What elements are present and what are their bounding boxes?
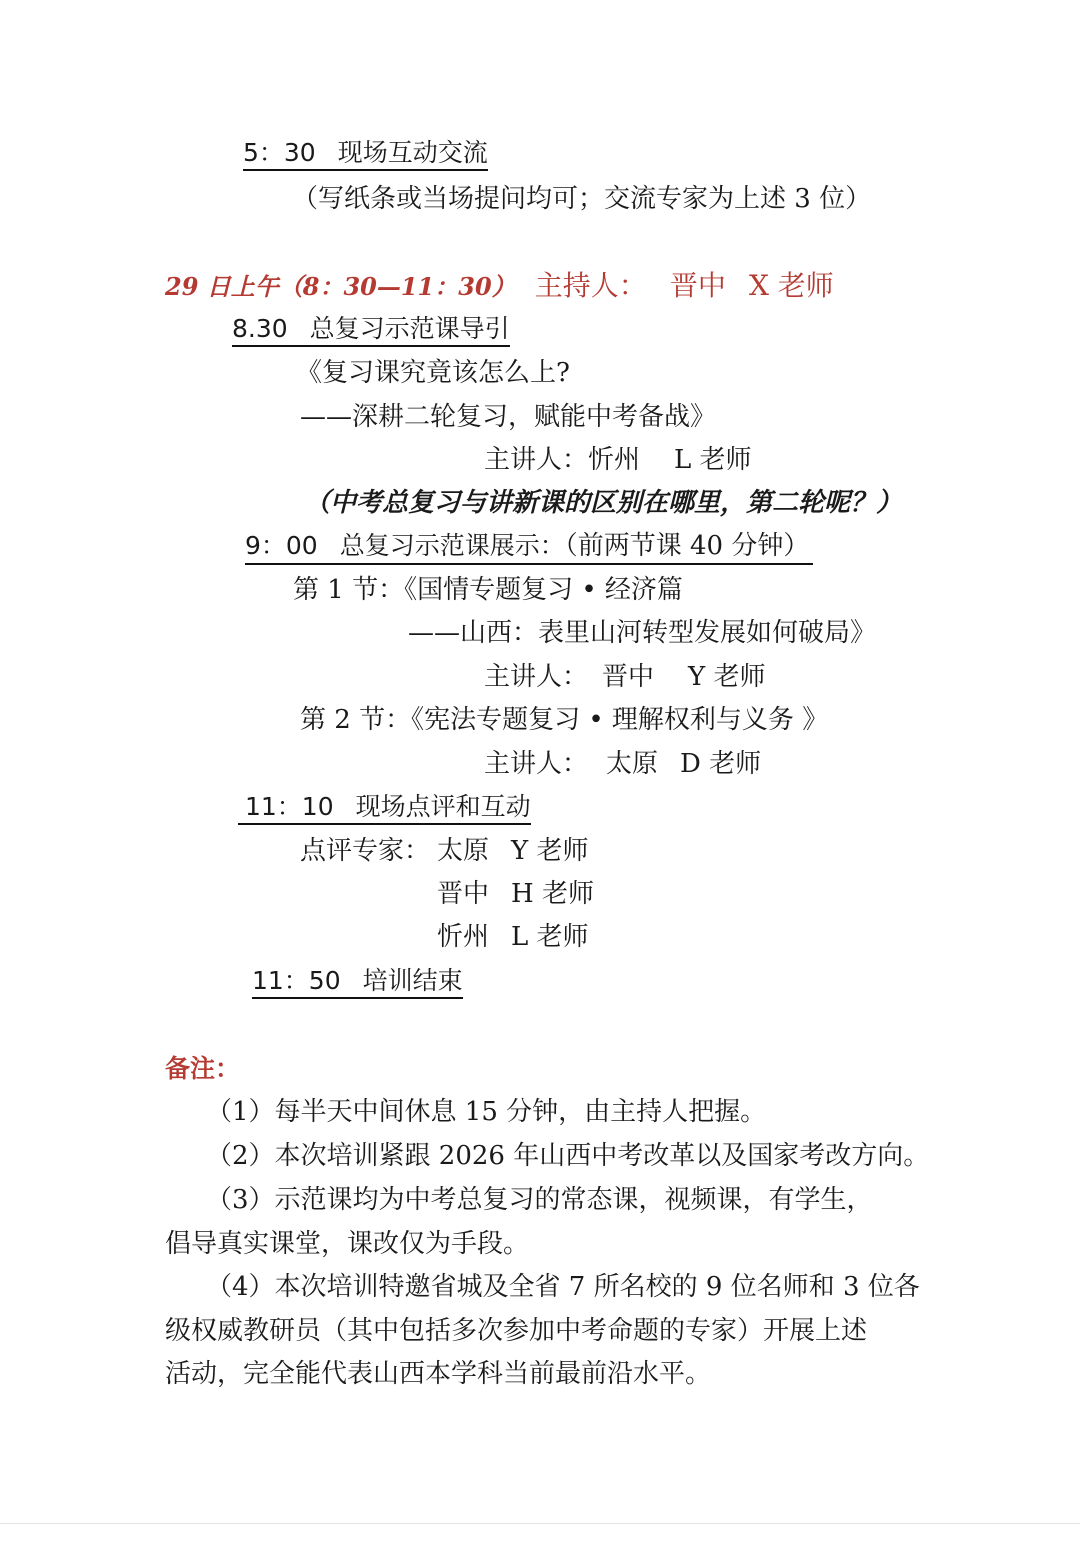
- book-title-line-2: ——深耕二轮复习，赋能中考备战》: [300, 402, 717, 432]
- session-time: 5：30: [243, 138, 316, 167]
- note-3-line-2: 倡导真实课堂，课改仅为手段。: [165, 1229, 530, 1259]
- expert-name: H 老师: [511, 879, 594, 909]
- expert-place: 太原: [437, 836, 490, 866]
- session-heading-1150: [252, 968, 463, 999]
- expert-name: L 老师: [511, 922, 589, 952]
- note-4-line-2: 级权威教研员（其中包括多次参加中考命题的专家）开展上述: [165, 1316, 868, 1346]
- book-title-line-1: 《复习课究竟该怎么上?: [296, 358, 570, 388]
- morning-header: [165, 269, 834, 302]
- session-duration: （前两节课 40 分钟）: [564, 531, 810, 561]
- session-title: 总复习示范课展示：: [339, 531, 565, 560]
- expert-place: 忻州: [437, 922, 490, 952]
- experts-label: 点评专家：: [300, 836, 431, 866]
- speaker-name: D 老师: [680, 749, 762, 779]
- session-heading-1730: [243, 140, 488, 171]
- expert-place: 晋中: [437, 879, 490, 909]
- expert-name: Y 老师: [511, 836, 589, 866]
- session-title: 培训结束: [362, 966, 463, 995]
- session-time: 8.30: [232, 314, 288, 343]
- speaker-place: 忻州: [588, 445, 641, 475]
- expert-row: [437, 838, 588, 864]
- speaker-label: 主讲人：: [484, 662, 589, 692]
- page-divider: [0, 1523, 1080, 1524]
- session-time: 11：10: [245, 792, 334, 821]
- speaker-name: L 老师: [674, 445, 752, 475]
- lesson-1-speaker: [484, 664, 765, 690]
- guide-question: （中考总复习与讲新课的区别在哪里，第二轮呢？）: [304, 488, 903, 518]
- expert-row: [437, 881, 594, 907]
- session-time: 9：00: [245, 531, 318, 560]
- session-time: 11：50: [252, 966, 341, 995]
- lesson-1-title: 第 1 节：《国情专题复习 • 经济篇: [293, 575, 683, 605]
- speaker-name: Y 老师: [688, 662, 766, 692]
- guide-speaker: [484, 447, 752, 473]
- lesson-1-subtitle: ——山西：表里山河转型发展如何破局》: [408, 618, 877, 648]
- lesson-2-title: 第 2 节：《宪法专题复习 • 理解权利与义务 》: [300, 705, 829, 735]
- session-heading-830: [232, 316, 510, 347]
- host-name: X 老师: [748, 269, 834, 302]
- speaker-label: 主讲人：: [484, 749, 589, 779]
- speaker-label: 主讲人：: [484, 445, 589, 475]
- session-heading-1110: [238, 794, 531, 825]
- note-2: （2）本次培训紧跟 2026 年山西中考改革以及国家考改方向。: [206, 1141, 930, 1171]
- expert-row: [437, 924, 589, 950]
- note-3-line-1: （3）示范课均为中考总复习的常态课，视频课，有学生，: [206, 1185, 873, 1215]
- morning-label: 29 日上午（8：30—11：30）: [165, 272, 516, 301]
- session-note: （写纸条或当场提问均可；交流专家为上述 3 位）: [292, 184, 872, 214]
- session-heading-900: [245, 533, 813, 565]
- note-1: （1）每半天中间休息 15 分钟，由主持人把握。: [206, 1097, 767, 1127]
- session-title: 现场点评和互动: [355, 792, 531, 821]
- speaker-place: 晋中: [602, 662, 655, 692]
- host-place: 晋中: [669, 269, 726, 302]
- lesson-2-speaker: [484, 751, 761, 777]
- note-4-line-3: 活动，完全能代表山西本学科当前最前沿水平。: [165, 1359, 712, 1389]
- notes-heading: 备注：: [165, 1054, 241, 1083]
- session-title: 现场互动交流: [337, 138, 488, 167]
- host-label: 主持人：: [534, 269, 647, 302]
- speaker-place: 太原: [606, 749, 659, 779]
- session-title: 总复习示范课导引: [309, 314, 510, 343]
- note-4-line-1: （4）本次培训特邀省城及全省 7 所名校的 9 位名师和 3 位各: [206, 1272, 920, 1302]
